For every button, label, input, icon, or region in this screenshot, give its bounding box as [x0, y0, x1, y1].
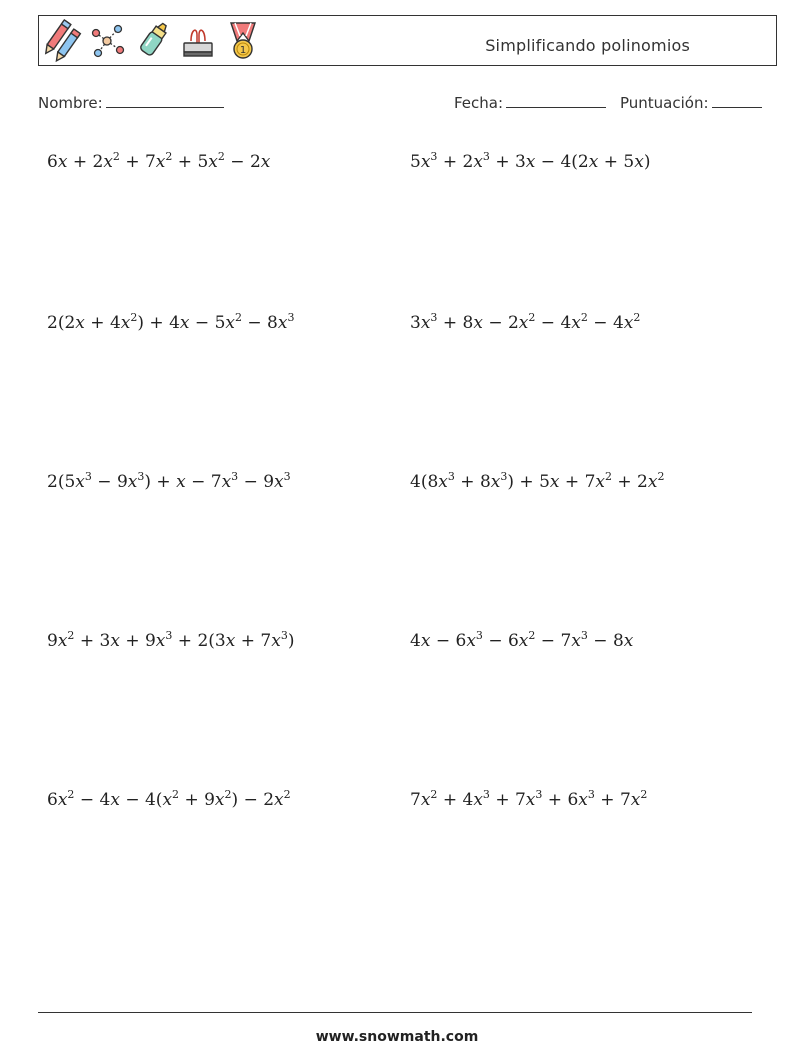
problem-2: $5x^3 + 2x^3 + 3x - 4(2x + 5x)$ [410, 150, 651, 172]
footer-website: www.snowmath.com [315, 1029, 479, 1045]
header-icons [43, 19, 263, 63]
medal-icon [223, 19, 263, 63]
highlighter-icon [133, 19, 173, 63]
problem-3: $2(2x + 4x^2) + 4x - 5x^2 - 8x^3$ [47, 311, 295, 333]
date-label: Fecha: [454, 94, 504, 112]
problem-5: $2(5x^3 - 9x^3) + x - 7x^3 - 9x^3$ [47, 470, 291, 492]
problem-10: $7x^2 + 4x^3 + 7x^3 + 6x^3 + 7x^2$ [410, 788, 648, 810]
problem-6: $4(8x^3 + 8x^3) + 5x + 7x^2 + 2x^2$ [410, 470, 665, 492]
problem-1: $6x + 2x^2 + 7x^2 + 5x^2 - 2x$ [47, 150, 271, 172]
worksheet-header [38, 15, 777, 66]
pencils-icon [43, 19, 83, 63]
molecule-icon [88, 19, 128, 63]
name-field [38, 93, 224, 112]
name-label: Nombre: [38, 94, 103, 112]
score-label: Puntuación: [620, 94, 709, 112]
footer-divider [38, 1012, 752, 1013]
problem-7: $9x^2 + 3x + 9x^3 + 2(3x + 7x^3)$ [47, 629, 295, 651]
date-blank[interactable] [506, 93, 606, 108]
score-field [620, 93, 762, 112]
problem-8: $4x - 6x^3 - 6x^2 - 7x^3 - 8x$ [410, 629, 634, 651]
worksheet-title: Simplificando polinomios [485, 36, 690, 55]
score-blank[interactable] [712, 93, 762, 108]
svg-text:1: 1 [239, 45, 247, 56]
date-field [454, 93, 606, 112]
name-blank[interactable] [106, 93, 224, 108]
binder-clip-icon [178, 19, 218, 63]
problem-4: $3x^3 + 8x - 2x^2 - 4x^2 - 4x^2$ [410, 311, 641, 333]
problem-9: $6x^2 - 4x - 4(x^2 + 9x^2) - 2x^2$ [47, 788, 291, 810]
